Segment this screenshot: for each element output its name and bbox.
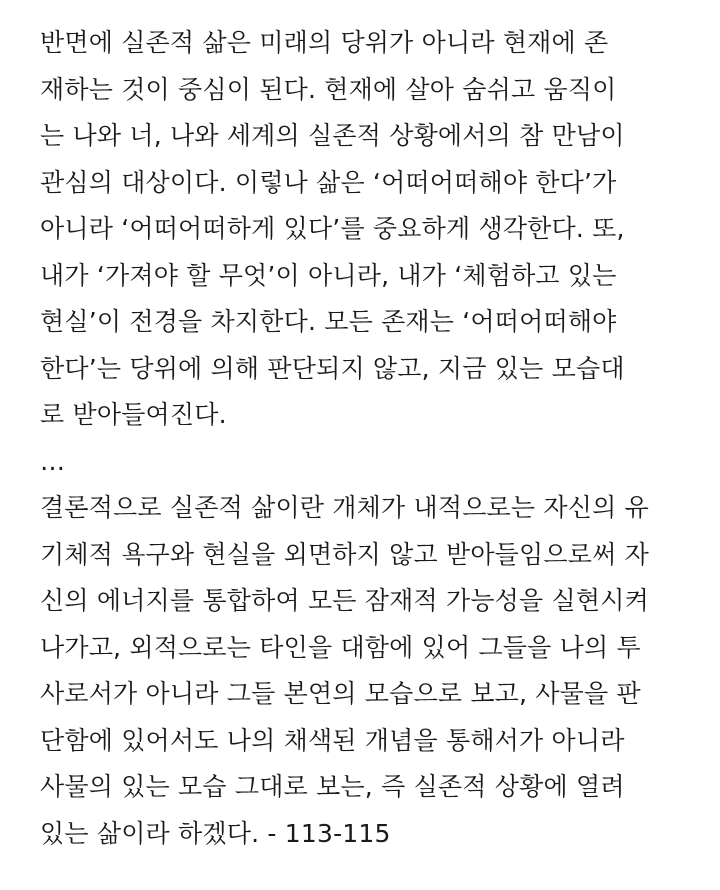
text-line: 로 받아들여진다. <box>40 400 227 429</box>
text-line: 는 나와 너, 나와 세계의 실존적 상황에서의 참 만남이 <box>40 121 625 150</box>
ellipsis-line: … <box>40 446 66 476</box>
text-line: 단함에 있어서도 나의 채색된 개념을 통해서가 아니라 <box>40 725 625 755</box>
text-line: 관심의 대상이다. 이렇나 삶은 ‘어떠어떠해야 한다’가 <box>40 167 617 197</box>
text-line: 사물의 있는 모습 그대로 보는, 즉 실존적 상황에 열려 <box>40 772 625 801</box>
text-line: 신의 에너지를 통합하여 모든 잠재적 가능성을 실현시켜 <box>40 586 649 615</box>
text-line: 결론적으로 실존적 삶이란 개체가 내적으로는 자신의 유 <box>40 493 649 522</box>
text-line: 반면에 실존적 삶은 미래의 당위가 아니라 현재에 존 <box>40 28 609 57</box>
text-line: 현실’이 전경을 차지한다. 모든 존재는 ‘어떠어떠해야 <box>40 307 617 336</box>
text-line: 사로서가 아니라 그들 본연의 모습으로 보고, 사물을 판 <box>40 679 641 708</box>
text-line: 기체적 욕구와 현실을 외면하지 않고 받아들임으로써 자 <box>40 539 649 569</box>
citation-line: 있는 삶이라 하겠다. - 113-115 <box>40 818 391 848</box>
text-line: 한다’는 당위에 의해 판단되지 않고, 지금 있는 모습대 <box>40 353 625 383</box>
text-line: 내가 ‘가져야 할 무엇’이 아니라, 내가 ‘체험하고 있는 <box>40 260 617 290</box>
body-text <box>40 20 700 857</box>
text-line: 나가고, 외적으로는 타인을 대함에 있어 그들을 나의 투 <box>40 632 641 662</box>
text-line: 아니라 ‘어떠어떠하게 있다’를 중요하게 생각한다. 또, <box>40 214 625 243</box>
text-line: 재하는 것이 중심이 된다. 현재에 살아 숨쉬고 움직이 <box>40 74 617 104</box>
